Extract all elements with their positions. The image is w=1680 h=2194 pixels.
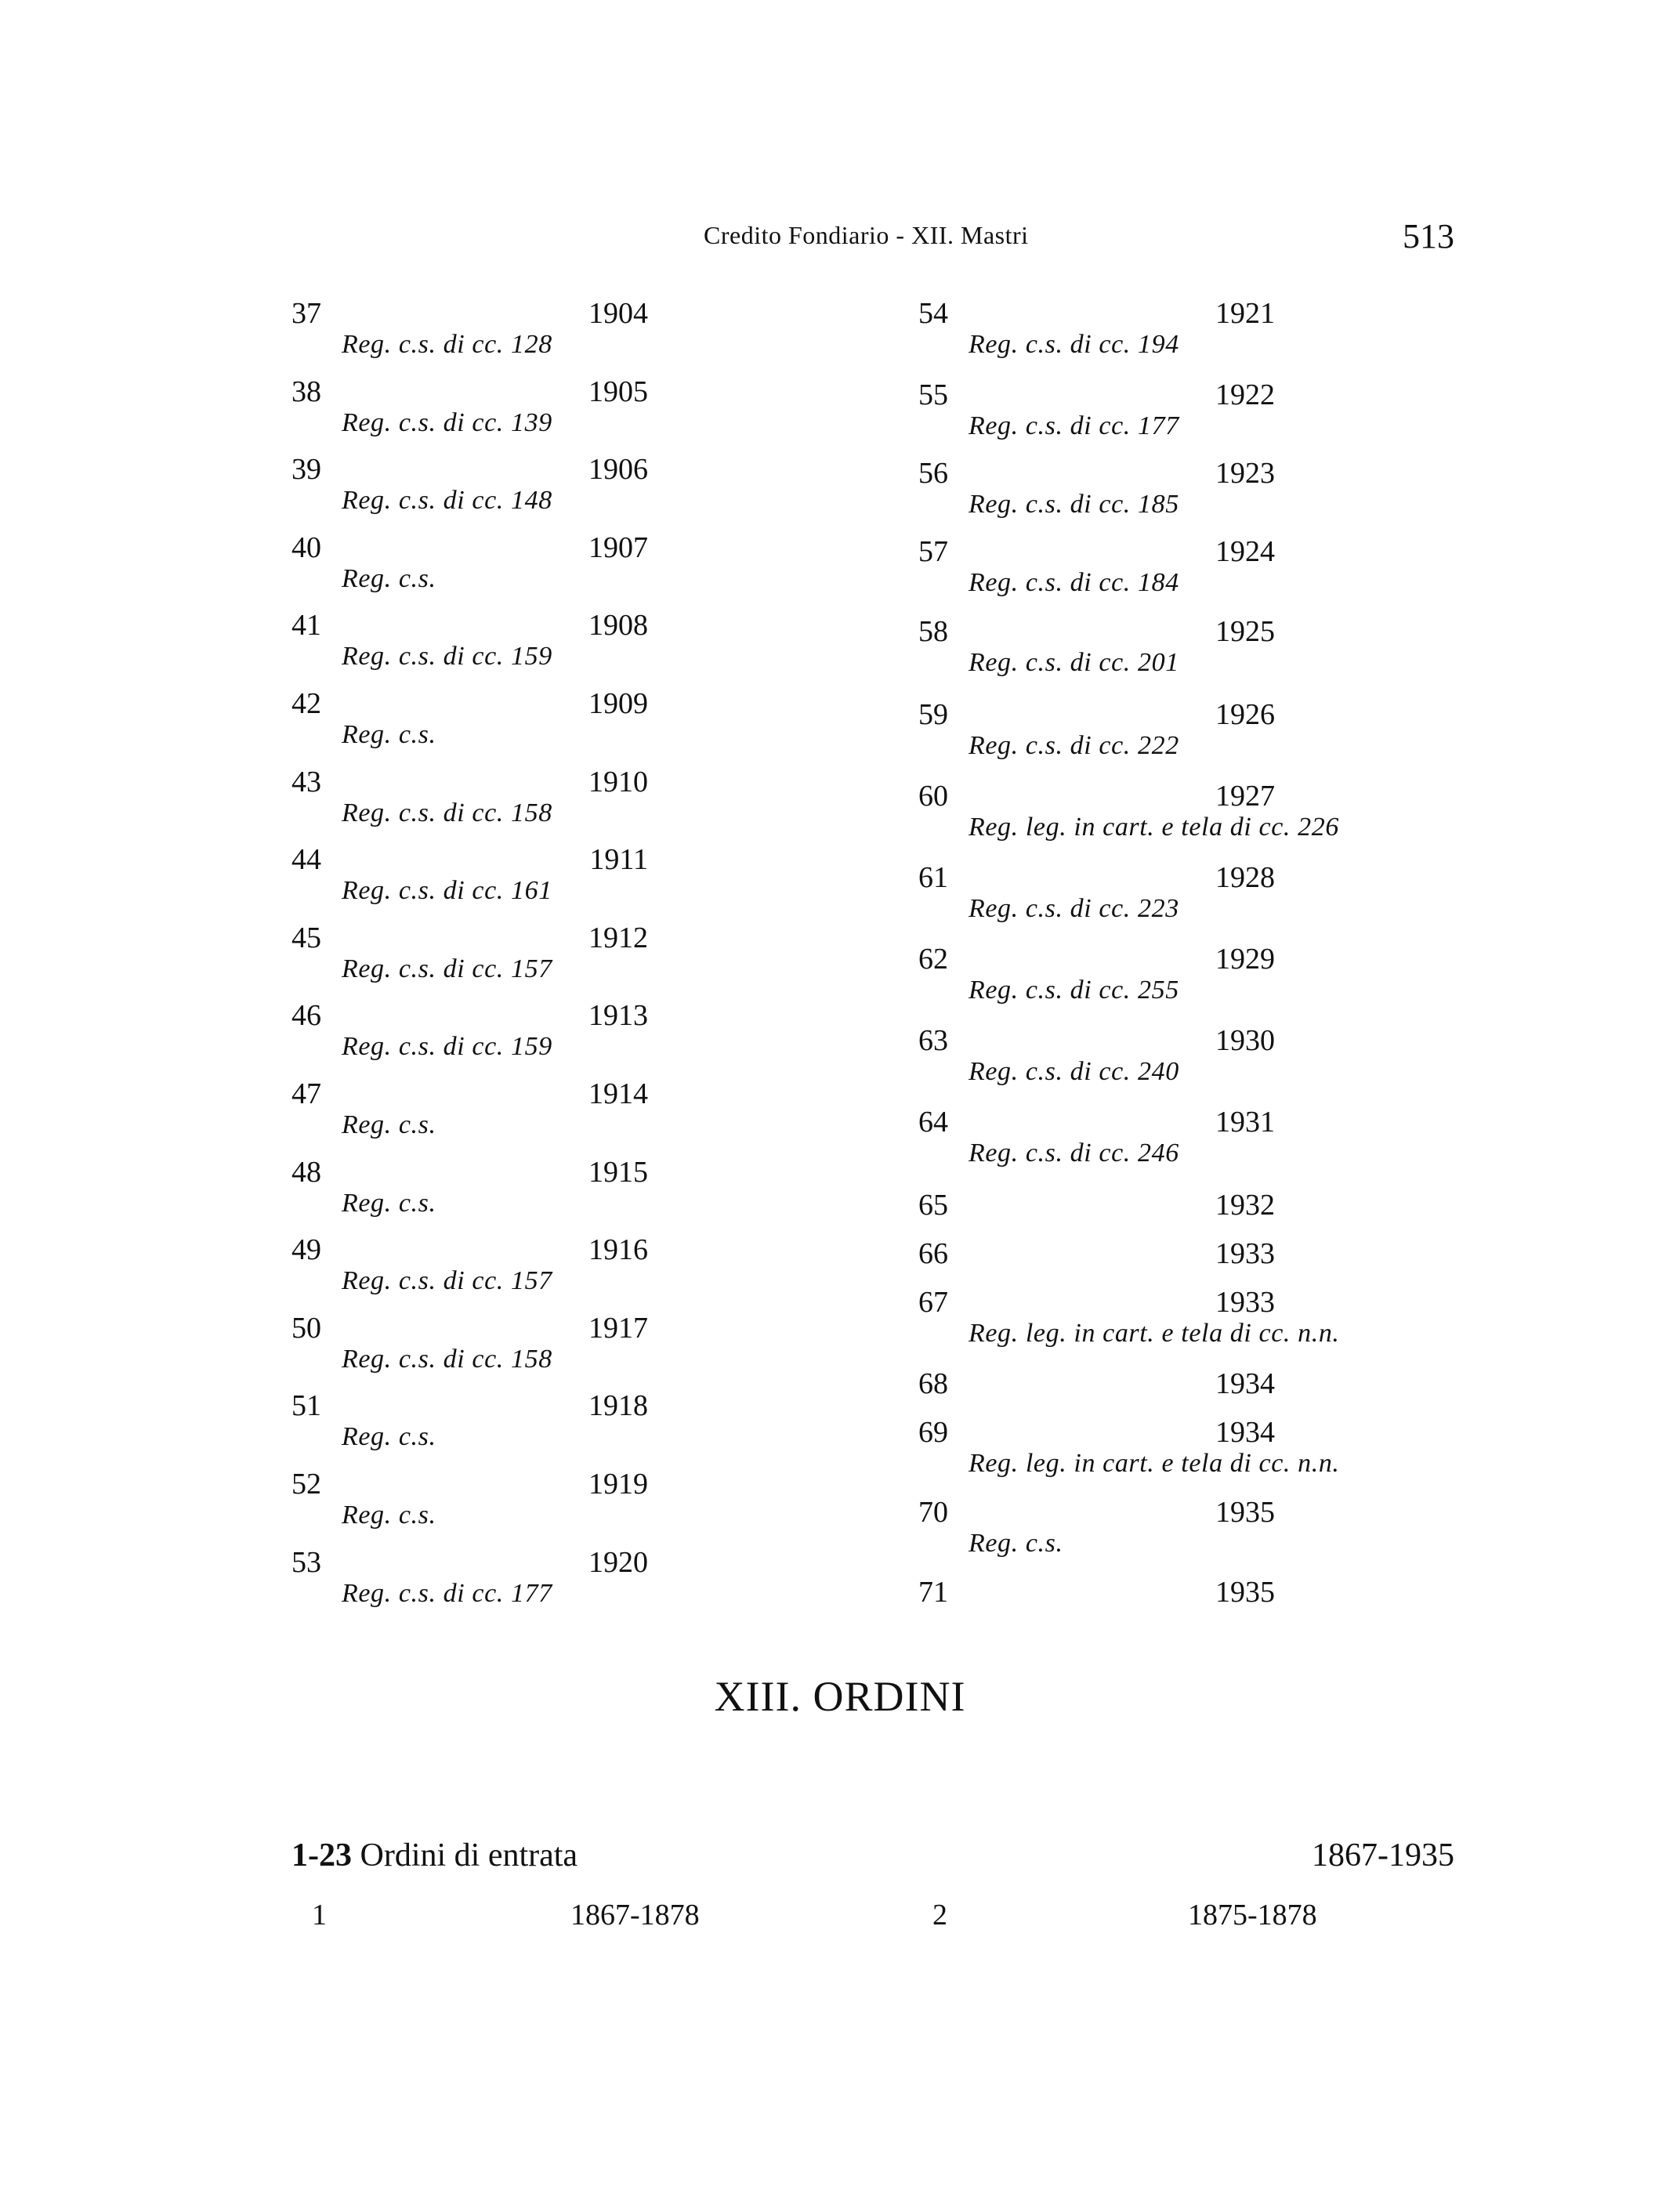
- section-title: XIII. ORDINI: [714, 1673, 966, 1720]
- entry-year: 1922: [1215, 378, 1275, 411]
- entry-number: 49: [291, 1233, 321, 1266]
- entry-number: 41: [291, 609, 321, 642]
- entry-description: Reg. c.s. di cc. 157: [342, 1266, 552, 1295]
- entry-year: 1907: [588, 531, 648, 564]
- catalog-entry: [291, 1467, 997, 1545]
- entry-year: 1909: [588, 687, 648, 720]
- entry-number: 62: [918, 943, 948, 976]
- series-range: 1-23: [291, 1837, 352, 1874]
- entry-number: 40: [291, 531, 321, 564]
- entry-number: 39: [291, 453, 321, 486]
- entry-year: 1906: [588, 453, 648, 486]
- entry-number: 60: [918, 780, 948, 813]
- entry-year: 1917: [588, 1312, 648, 1345]
- catalog-entry: [918, 1575, 1624, 1653]
- entry-number: 57: [918, 535, 948, 568]
- entry-year: 1905: [588, 375, 648, 408]
- entry-year: 1920: [588, 1546, 648, 1579]
- entry-year: 1924: [1215, 535, 1275, 568]
- catalog-entry: [918, 1105, 1624, 1183]
- entry-description: Reg. c.s. di cc. 159: [342, 1032, 552, 1061]
- entry-number: 59: [918, 698, 948, 731]
- entry-description: Reg. leg. in cart. e tela di cc. n.n.: [969, 1449, 1340, 1478]
- entry-year: 1932: [1215, 1189, 1275, 1222]
- entry-number: 70: [918, 1496, 948, 1529]
- entry-number: 64: [918, 1106, 948, 1139]
- unit-years: 1875-1878: [1188, 1899, 1317, 1932]
- entry-description: Reg. c.s. di cc. 240: [969, 1057, 1179, 1086]
- entry-description: Reg. leg. in cart. e tela di cc. 226: [969, 813, 1339, 842]
- entry-year: 1916: [588, 1233, 648, 1266]
- catalog-entry: [291, 1233, 997, 1311]
- entry-year: 1931: [1215, 1106, 1275, 1139]
- entry-number: 68: [918, 1367, 948, 1400]
- entry-number: 66: [918, 1237, 948, 1270]
- entry-number: 45: [291, 921, 321, 954]
- entry-year: 1926: [1215, 698, 1275, 731]
- entry-number: 43: [291, 766, 321, 798]
- entry-number: 50: [291, 1312, 321, 1345]
- entry-year: 1927: [1215, 780, 1275, 813]
- entry-description: Reg. c.s. di cc. 159: [342, 642, 552, 671]
- entry-description: Reg. c.s. di cc. 177: [342, 1579, 552, 1608]
- entry-number: 56: [918, 457, 948, 490]
- entry-year: 1919: [588, 1468, 648, 1501]
- entry-year: 1910: [588, 766, 648, 798]
- entry-year: 1913: [588, 999, 648, 1032]
- series-title: Ordini di entrata: [360, 1837, 578, 1874]
- catalog-entry: [918, 1285, 1624, 1363]
- entry-year: 1935: [1215, 1496, 1275, 1529]
- entry-description: Reg. c.s. di cc. 246: [969, 1139, 1179, 1168]
- catalog-entry: [918, 456, 1624, 534]
- catalog-entry: [291, 1077, 997, 1155]
- catalog-entry: [918, 697, 1624, 776]
- entry-number: 38: [291, 375, 321, 408]
- entry-year: 1915: [588, 1156, 648, 1189]
- entry-description: Reg. c.s.: [342, 1189, 436, 1218]
- entry-description: Reg. c.s.: [969, 1529, 1063, 1558]
- catalog-entry: [918, 296, 1624, 375]
- entry-description: Reg. c.s. di cc. 158: [342, 798, 552, 827]
- entry-number: 52: [291, 1468, 321, 1501]
- catalog-entry: [918, 779, 1624, 857]
- entry-description: Reg. c.s. di cc. 177: [969, 411, 1179, 440]
- catalog-entry: [918, 1415, 1624, 1493]
- catalog-entry: [918, 860, 1624, 939]
- entry-year: 1929: [1215, 943, 1275, 976]
- entry-description: Reg. c.s. di cc. 185: [969, 490, 1179, 519]
- entry-year: 1928: [1215, 861, 1275, 894]
- entry-description: Reg. c.s.: [342, 720, 436, 749]
- entry-year: 1934: [1215, 1416, 1275, 1449]
- catalog-entry: [291, 452, 997, 530]
- entry-year: 1935: [1215, 1576, 1275, 1609]
- entry-description: Reg. c.s.: [342, 1110, 436, 1139]
- entry-year: 1914: [588, 1077, 648, 1110]
- entry-number: 51: [291, 1389, 321, 1422]
- unit-number: 1: [312, 1899, 327, 1932]
- catalog-entry: [291, 608, 997, 686]
- entry-number: 63: [918, 1024, 948, 1057]
- running-header: Credito Fondiario - XII. Mastri: [704, 221, 1029, 249]
- entry-number: 47: [291, 1077, 321, 1110]
- series-years: 1867-1935: [1312, 1837, 1454, 1874]
- catalog-entry: [291, 1545, 997, 1624]
- catalog-entry: [291, 296, 997, 375]
- entry-number: 37: [291, 297, 321, 330]
- unit-years: 1867-1878: [570, 1899, 700, 1932]
- entry-year: 1934: [1215, 1367, 1275, 1400]
- catalog-entry: [291, 1311, 997, 1389]
- entry-number: 48: [291, 1156, 321, 1189]
- entry-year: 1923: [1215, 457, 1275, 490]
- catalog-entry: [918, 534, 1624, 613]
- entry-year: 1908: [588, 609, 648, 642]
- entry-description: Reg. c.s. di cc. 161: [342, 876, 552, 905]
- catalog-entry: [291, 1388, 997, 1467]
- entry-description: Reg. c.s.: [342, 1501, 436, 1530]
- catalog-entry: [918, 1495, 1624, 1573]
- entry-description: Reg. c.s. di cc. 128: [342, 330, 552, 359]
- entry-year: 1933: [1215, 1286, 1275, 1319]
- unit-number: 2: [932, 1899, 947, 1932]
- entry-description: Reg. c.s.: [342, 564, 436, 593]
- entry-number: 42: [291, 687, 321, 720]
- entry-number: 54: [918, 297, 948, 330]
- catalog-entry: [918, 378, 1624, 456]
- entry-description: Reg. c.s. di cc. 157: [342, 954, 552, 983]
- catalog-entry: [291, 1155, 997, 1233]
- entry-year: 1930: [1215, 1024, 1275, 1057]
- entry-number: 65: [918, 1189, 948, 1222]
- entry-number: 67: [918, 1286, 948, 1319]
- catalog-entry: [291, 375, 997, 453]
- catalog-entry: [918, 614, 1624, 693]
- catalog-entry: [291, 998, 997, 1077]
- entry-description: Reg. c.s. di cc. 148: [342, 486, 552, 515]
- series-heading: [291, 1837, 1454, 1874]
- catalog-entry: [291, 921, 997, 999]
- entry-year: 1912: [588, 921, 648, 954]
- entry-year: 1904: [588, 297, 648, 330]
- entry-number: 61: [918, 861, 948, 894]
- entry-description: Reg. c.s. di cc. 184: [969, 568, 1179, 597]
- entry-description: Reg. c.s. di cc. 158: [342, 1345, 552, 1374]
- entry-year: 1918: [588, 1389, 648, 1422]
- catalog-entry: [918, 942, 1624, 1020]
- catalog-entry: [291, 765, 997, 843]
- entry-year: 1911: [589, 843, 648, 876]
- entry-number: 55: [918, 378, 948, 411]
- entry-number: 69: [918, 1416, 948, 1449]
- entry-description: Reg. c.s. di cc. 222: [969, 731, 1179, 760]
- entry-number: 58: [918, 615, 948, 648]
- entry-description: Reg. c.s.: [342, 1422, 436, 1451]
- entry-number: 46: [291, 999, 321, 1032]
- catalog-entry: [291, 686, 997, 765]
- entry-description: Reg. c.s. di cc. 194: [969, 330, 1179, 359]
- catalog-entry: [291, 842, 997, 921]
- entry-year: 1921: [1215, 297, 1275, 330]
- entry-description: Reg. c.s. di cc. 139: [342, 408, 552, 437]
- entry-year: 1933: [1215, 1237, 1275, 1270]
- entry-number: 53: [291, 1546, 321, 1579]
- catalog-entry: [918, 1023, 1624, 1102]
- entry-number: 71: [918, 1576, 948, 1609]
- entry-description: Reg. leg. in cart. e tela di cc. n.n.: [969, 1319, 1340, 1348]
- entry-year: 1925: [1215, 615, 1275, 648]
- entry-description: Reg. c.s. di cc. 255: [969, 976, 1179, 1005]
- page-number: 513: [1403, 217, 1454, 255]
- entry-description: Reg. c.s. di cc. 223: [969, 894, 1179, 923]
- catalog-entry: [291, 530, 997, 609]
- entry-description: Reg. c.s. di cc. 201: [969, 648, 1179, 677]
- entry-number: 44: [291, 843, 321, 876]
